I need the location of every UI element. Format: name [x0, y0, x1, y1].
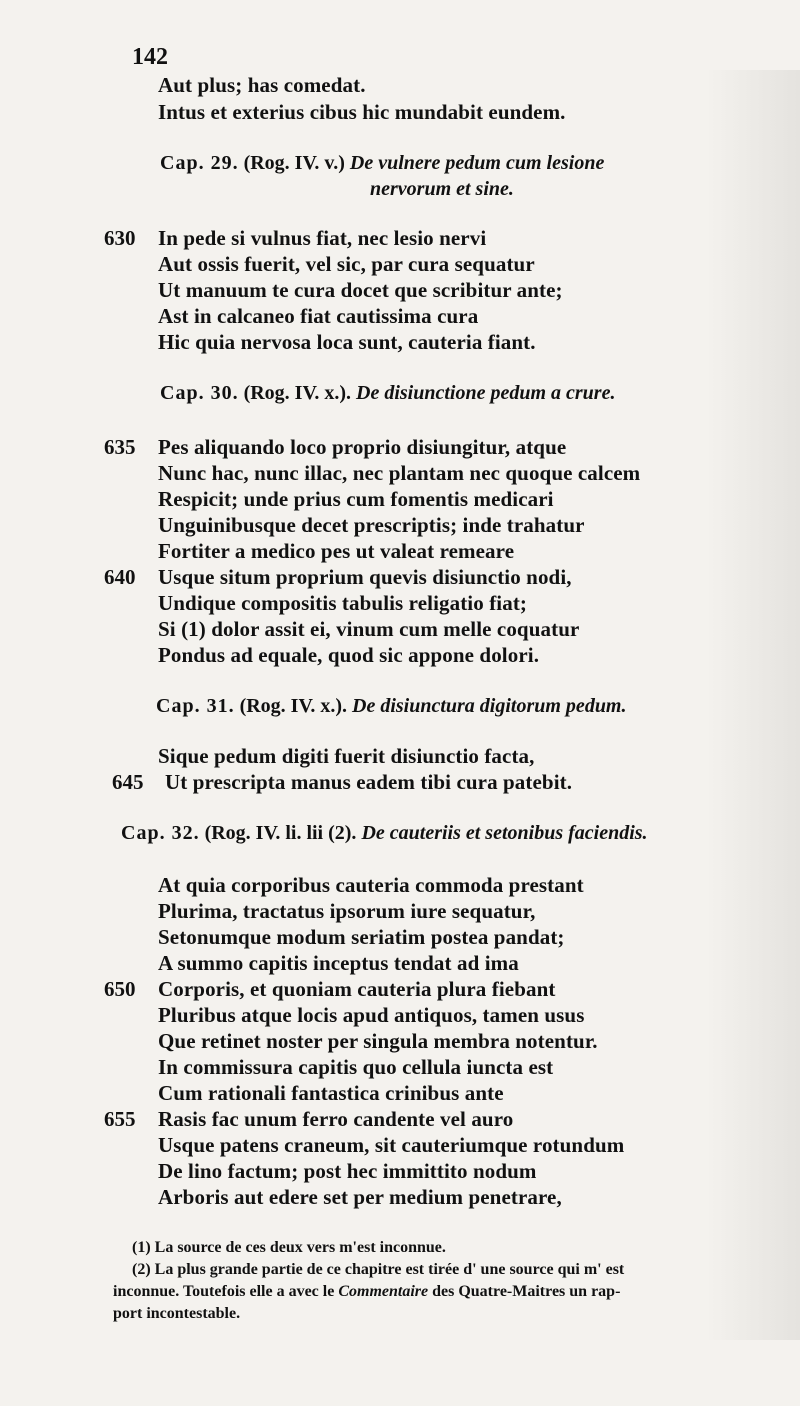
verse-line: Undique compositis tabulis religatio fiat;: [158, 591, 528, 615]
chapter-number: Cap. 32.: [121, 822, 200, 844]
chapter-heading-32: [121, 820, 648, 846]
chapter-title: De vulnere pedum cum lesione: [349, 152, 605, 174]
verse-line: Aut plus; has comedat.: [158, 73, 366, 97]
verse-line: At quia corporibus cauteria commoda prestant: [158, 873, 584, 897]
footnote-text: des Quatre-Maitres un rap-: [428, 1283, 621, 1300]
footnote-1: (1) La source de ces deux vers m'est inconnue.: [132, 1239, 446, 1256]
line-number: 650: [104, 977, 136, 1001]
line-number: 645: [112, 770, 144, 794]
verse-line: Pes aliquando loco proprio disiungitur, atque: [158, 435, 567, 459]
verse-line: In pede si vulnus fiat, nec lesio nervi: [158, 226, 487, 250]
chapter-number: Cap. 29.: [160, 152, 239, 174]
chapter-title: De cauteriis et setonibus faciendis.: [361, 822, 648, 844]
verse-line: Pondus ad equale, quod sic appone dolori.: [158, 643, 540, 667]
verse-line: Usque patens craneum, sit cauteriumque rotundum: [158, 1133, 625, 1157]
footnote-2-line-1: (2) La plus grande partie de ce chapitre est tirée d' une source qui m' est: [132, 1261, 625, 1278]
verse-line: Que retinet noster per singula membra notentur.: [158, 1029, 598, 1053]
verse-line: A summo capitis inceptus tendat ad ima: [158, 951, 519, 975]
footnote-italic: Commentaire: [338, 1283, 429, 1300]
verse-line: Intus et exterius cibus hic mundabit eundem.: [158, 100, 566, 124]
chapter-reference: (Rog. IV. x.).: [239, 695, 347, 717]
verse-line: Arboris aut edere set per medium penetrare,: [158, 1185, 562, 1209]
verse-line: Nunc hac, nunc illac, nec plantam nec quoque calcem: [158, 461, 641, 485]
chapter-number: Cap. 31.: [156, 695, 235, 717]
verse-line: Ut prescripta manus eadem tibi cura patebit.: [165, 770, 573, 794]
verse-line: Fortiter a medico pes ut valeat remeare: [158, 539, 515, 563]
page-number: 142: [132, 44, 168, 70]
verse-line: Unguinibusque decet prescriptis; inde trahatur: [158, 513, 585, 537]
footnote-2-line-2: [113, 1282, 620, 1302]
line-number: 635: [104, 435, 136, 459]
verse-line: De lino factum; post hec immittito nodum: [158, 1159, 537, 1183]
verse-line: Hic quia nervosa loca sunt, cauteria fiant.: [158, 330, 536, 354]
verse-line: Cum rationali fantastica crinibus ante: [158, 1081, 504, 1105]
verse-line: Ut manuum te cura docet que scribitur ante;: [158, 278, 563, 302]
show-through-shadow: [705, 70, 800, 1340]
verse-line: In commissura capitis quo cellula iuncta est: [158, 1055, 554, 1079]
verse-line: Si (1) dolor assit ei, vinum cum melle coquatur: [158, 617, 580, 641]
verse-line: Aut ossis fuerit, vel sic, par cura sequatur: [158, 252, 535, 276]
verse-line: Pluribus atque locis apud antiquos, tamen usus: [158, 1003, 585, 1027]
verse-line: Rasis fac unum ferro candente vel auro: [158, 1107, 514, 1131]
chapter-number: Cap. 30.: [160, 382, 239, 404]
line-number: 640: [104, 565, 136, 589]
verse-line: Respicit; unde prius cum fomentis medicari: [158, 487, 554, 511]
verse-line: Corporis, et quoniam cauteria plura fiebant: [158, 977, 556, 1001]
chapter-reference: (Rog. IV. v.): [243, 152, 345, 174]
chapter-title: De disiunctione pedum a crure.: [356, 382, 616, 404]
chapter-title: De disiunctura digitorum pedum.: [352, 695, 627, 717]
verse-line: Usque situm proprium quevis disiunctio nodi,: [158, 565, 572, 589]
chapter-reference: (Rog. IV. li. lii (2).: [204, 822, 357, 844]
chapter-heading-29: [160, 150, 604, 176]
footnote-text: inconnue. Toutefois elle a avec le: [113, 1283, 339, 1300]
verse-line: Sique pedum digiti fuerit disiunctio facta,: [158, 744, 535, 768]
verse-line: Plurima, tractatus ipsorum iure sequatur,: [158, 899, 536, 923]
chapter-heading-31: [156, 693, 627, 719]
verse-line: Ast in calcaneo fiat cautissima cura: [158, 304, 479, 328]
chapter-reference: (Rog. IV. x.).: [243, 382, 351, 404]
footnote-2-line-3: port incontestable.: [113, 1305, 241, 1322]
line-number: 655: [104, 1107, 136, 1131]
verse-line: Setonumque modum seriatim postea pandat;: [158, 925, 565, 949]
chapter-title-continuation: nervorum et sine.: [370, 178, 514, 200]
chapter-heading-30: [160, 380, 615, 406]
line-number: 630: [104, 226, 136, 250]
